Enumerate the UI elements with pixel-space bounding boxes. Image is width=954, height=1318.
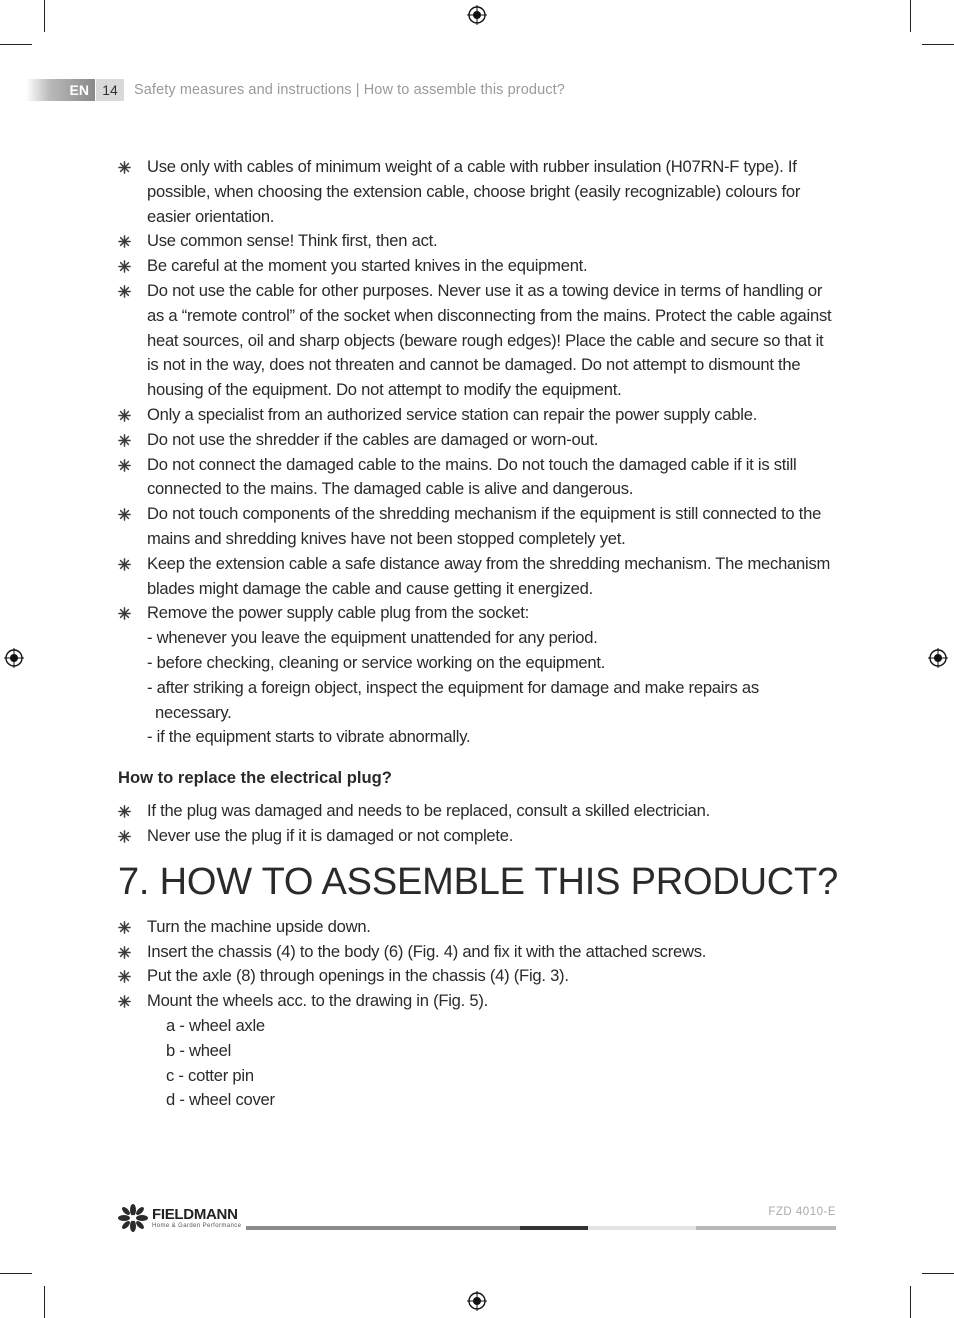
list-item-text: Do not use the shredder if the cables are damaged or worn-out. [147,429,599,449]
asterisk-flower-icon [118,970,131,983]
assembly-list [118,915,838,1014]
brand-tagline: Home & Garden Performance [152,1222,242,1229]
asterisk-flower-icon [118,830,131,843]
asterisk-flower-icon [118,805,131,818]
registration-target-icon [467,5,487,25]
list-item-text: Mount the wheels acc. to the drawing in (Fig. 5). [147,991,488,1011]
footer-bar [588,1226,696,1230]
crop-mark [44,1286,45,1318]
part-item: c - cotter pin [166,1065,254,1085]
asterisk-flower-icon [118,235,131,248]
list-item [118,428,838,453]
list-item [118,254,838,279]
registration-target-icon [4,648,24,668]
brand-name: FIELDMANN [152,1205,238,1223]
asterisk-flower-icon [118,285,131,298]
wheel-parts-list [118,1014,838,1113]
list-item [118,940,838,965]
list-item-text: Only a specialist from an authorized service station can repair the power supply cable. [147,404,758,424]
header-title: Safety measures and instructions | How to assemble this product? [134,82,565,98]
list-item [118,229,838,254]
plug-list [118,799,838,849]
list-item-text: Do not use the cable for other purposes. Never use it as a towing device in terms of handling or as a “remote control” of the socket when disconnecting from the mains. Protect the cable against heat sources, oil and sharp objects (beware rough edges)! Place the cable and secure so that it is not in the way, does not threaten and cannot be damaged. Do not attempt to dismount the housing of the equipment. Do not attempt to modify the equipment. [147,280,832,400]
part-item: a - wheel axle [166,1015,265,1035]
asterisk-flower-icon [118,946,131,959]
list-item-text: Insert the chassis (4) to the body (6) (Fig. 4) and fix it with the attached screws. [147,941,707,961]
crop-mark [0,1273,32,1274]
asterisk-flower-icon [118,434,131,447]
list-item [118,403,838,428]
unplug-subitem: - after striking a foreign object, inspect the equipment for damage and make repairs as necessary. [147,677,759,722]
list-item-text: Do not touch components of the shredding mechanism if the equipment is still connected to the mains and shredding knives have not been stopped completely yet. [147,504,822,548]
list-item-text: If the plug was damaged and needs to be replaced, consult a skilled electrician. [147,801,710,821]
unplug-subitem: - whenever you leave the equipment unattended for any period. [147,628,598,648]
brand-logo [118,1204,241,1232]
asterisk-flower-icon [118,260,131,273]
safety-list [118,155,838,750]
section-title: 7. HOW TO ASSEMBLE THIS PRODUCT? [118,860,838,903]
footer-bar [520,1226,588,1230]
crop-mark [910,1286,911,1318]
asterisk-flower-icon [118,508,131,521]
list-item-text: Use common sense! Think first, then act. [147,231,438,251]
list-item-text: Do not connect the damaged cable to the mains. Do not touch the damaged cable if it is still connected to the mains. The damaged cable is alive and dangerous. [147,454,797,499]
part-item: d - wheel cover [166,1090,275,1110]
list-item [118,824,838,849]
crop-mark [922,44,954,45]
list-item [118,799,838,824]
asterisk-flower-icon [118,607,131,620]
list-item [118,279,838,403]
model-number: FZD 4010-E [768,1206,836,1218]
footer-bar [246,1226,520,1230]
asterisk-flower-icon [118,409,131,422]
footer-bar [696,1226,836,1230]
list-item [118,989,838,1014]
list-item [118,155,838,229]
page-number: 14 [96,79,124,101]
list-item-text: Be careful at the moment you started knives in the equipment. [147,256,588,276]
unplug-intro: Remove the power supply cable plug from the socket: [147,603,530,623]
list-item [118,915,838,940]
fan-leaf-icon [118,1204,148,1232]
list-item-text: Never use the plug if it is damaged or not complete. [147,825,514,845]
unplug-subitem: - if the equipment starts to vibrate abnormally. [147,727,471,747]
page-header [26,79,565,101]
list-item [118,552,838,602]
main-content [118,155,838,1113]
list-item [118,502,838,552]
asterisk-flower-icon [118,459,131,472]
crop-mark [922,1273,954,1274]
asterisk-flower-icon [118,995,131,1008]
registration-target-icon [928,648,948,668]
asterisk-flower-icon [118,558,131,571]
list-item-text: Put the axle (8) through openings in the chassis (4) (Fig. 3). [147,966,569,986]
list-item [118,964,838,989]
asterisk-flower-icon [118,161,131,174]
list-item-text: Turn the machine upside down. [147,916,371,936]
crop-mark [44,0,45,32]
crop-mark [0,44,32,45]
list-item-text: Use only with cables of minimum weight of a cable with rubber insulation (H07RN-F type). If possible, when choosing the extension cable, choose bright (easily recognizable) colours for easier orientation. [147,157,801,226]
registration-target-icon [467,1291,487,1311]
unplug-subitem: - before checking, cleaning or service working on the equipment. [147,652,606,672]
list-item-text: Keep the extension cable a safe distance away from the shredding mechanism. The mechanism blades might damage the cable and cause getting it energized. [147,553,831,598]
plug-section-heading: How to replace the electrical plug? [118,768,392,788]
list-item [118,453,838,503]
part-item: b - wheel [166,1040,232,1060]
asterisk-flower-icon [118,921,131,934]
crop-mark [910,0,911,32]
list-item [118,601,838,750]
language-tab: EN [26,79,95,101]
